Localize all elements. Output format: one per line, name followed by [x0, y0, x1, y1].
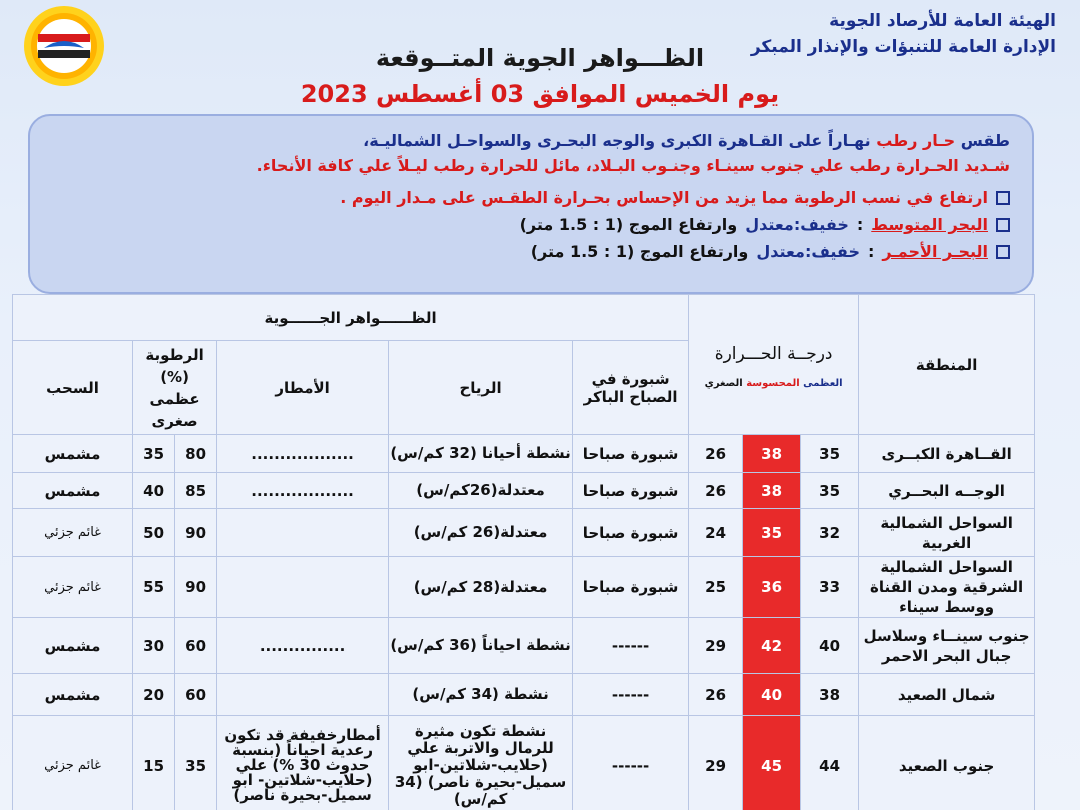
temp-max-label: العظمى	[803, 378, 843, 389]
fog-header: شبورة في الصباح الباكر	[573, 341, 689, 435]
cloud-cell: غائم جزئي	[13, 557, 133, 618]
weather-summary	[28, 114, 1034, 294]
sea1-height: وارتفاع الموج (1 : 1.5 متر)	[519, 215, 738, 234]
table-row	[13, 618, 1035, 674]
region-cell: السواحل الشمالية الشرقية ومدن القناة ووسط سيناء	[859, 557, 1035, 618]
cloud-cell: مشمس	[13, 618, 133, 674]
cloud-cell: مشمس	[13, 674, 133, 716]
forecast-date: يوم الخميس الموافق 03 أغسطس 2023	[300, 80, 780, 108]
rain-cell: أمطارخفيفة قد تكون رعدية احياناً (بنسبة حدوث 30 %) علي (حلايب-شلاتين- ابو سميل-بحيرة ناصر)	[217, 716, 389, 810]
temp-min-cell: 29	[689, 618, 743, 674]
temp-feel-cell: 36	[743, 557, 801, 618]
fog-cell: شبورة صباحا	[573, 435, 689, 473]
humidity-max-cell: 35	[175, 716, 217, 810]
temp-feel-cell: 42	[743, 618, 801, 674]
sea2-wave: خفيف:معتدل	[756, 242, 860, 261]
checkbox-icon	[996, 191, 1010, 205]
cloud-cell: مشمس	[13, 473, 133, 509]
humidity-bullet	[52, 184, 1010, 211]
region-cell: جنوب سينــاء وسلاسل جبال البحر الاحمر	[859, 618, 1035, 674]
temp-feel-cell: 38	[743, 473, 801, 509]
temp-min-cell: 24	[689, 509, 743, 557]
region-cell: الوجــه البحــري	[859, 473, 1035, 509]
summary-line1-c: نهـاراً على القـاهرة الكبرى والوجه البحـرى والسواحـل الشماليـة،	[363, 131, 871, 150]
sea1-wave: خفيف:معتدل	[745, 215, 849, 234]
rain-cell: ..................	[217, 473, 389, 509]
humidity-max-cell: 90	[175, 557, 217, 618]
temp-feel-cell: 38	[743, 435, 801, 473]
wind-cell: نشطة تكون مثيرة للرمال والاتربة علي (حلايب-شلاتين-ابو سميل-بحيرة ناصر) (34 كم/س)	[389, 716, 573, 810]
cloud-cell: غائم جزئي	[13, 509, 133, 557]
humidity-min-cell: 20	[133, 674, 175, 716]
temperature-title: درجــة الحـــرارة	[714, 344, 833, 364]
wind-cell: معتدلة(26كم/س)	[389, 473, 573, 509]
humidity-min-cell: 15	[133, 716, 175, 810]
cloud-cell: غائم جزئي	[13, 716, 133, 810]
forecast-rows	[13, 435, 1035, 810]
red-sea-bullet: البحـر الأحمـر : خفيف:معتدل وارتفاع الموج (1 : 1.5 متر)	[52, 238, 1010, 265]
temp-min-label: الصغري	[704, 378, 743, 389]
temp-feel-cell: 40	[743, 674, 801, 716]
wind-cell: معتدلة(28 كم/س)	[389, 557, 573, 618]
fog-cell: ------	[573, 618, 689, 674]
cloud-header: السحب	[13, 341, 133, 435]
humidity-min-cell: 30	[133, 618, 175, 674]
rain-cell: ...............	[217, 618, 389, 674]
temp-feel-cell: 45	[743, 716, 801, 810]
fog-cell: شبورة صباحا	[573, 473, 689, 509]
region-cell: جنوب الصعيد	[859, 716, 1035, 810]
humidity-max-cell: 90	[175, 509, 217, 557]
table-row	[13, 716, 1035, 810]
sea2-name: البحـر الأحمـر	[882, 242, 988, 261]
sea1-name: البحر المتوسط	[871, 215, 988, 234]
fog-cell: شبورة صباحا	[573, 509, 689, 557]
summary-line1-b: حـار رطب	[876, 131, 956, 150]
table-row	[13, 435, 1035, 473]
temp-min-cell: 26	[689, 674, 743, 716]
table-row	[13, 473, 1035, 509]
rain-cell: ..................	[217, 435, 389, 473]
temp-max-cell: 35	[801, 435, 859, 473]
table-row	[13, 509, 1035, 557]
humidity-min-cell: 50	[133, 509, 175, 557]
summary-line1-a: طقس	[960, 131, 1010, 150]
temp-feel-label: المحسوسة	[746, 378, 800, 389]
region-cell: السواحل الشمالية الغربية	[859, 509, 1035, 557]
temp-max-cell: 38	[801, 674, 859, 716]
region-cell: القــاهرة الكبــرى	[859, 435, 1035, 473]
temperature-subheaders	[689, 378, 858, 389]
org-line-2: الإدارة العامة للتنبؤات والإنذار المبكر	[750, 37, 1056, 57]
humidity-note: ارتفاع في نسب الرطوبة مما يزيد من الإحساس بحـرارة الطقـس على مـدار اليوم .	[340, 188, 988, 207]
temp-max-cell: 40	[801, 618, 859, 674]
temp-min-cell: 29	[689, 716, 743, 810]
rain-cell	[217, 509, 389, 557]
humidity-max-cell: 80	[175, 435, 217, 473]
humidity-min-cell: 35	[133, 435, 175, 473]
forecast-table	[12, 294, 1035, 810]
humidity-max-cell: 60	[175, 618, 217, 674]
temp-max-cell: 44	[801, 716, 859, 810]
rain-cell	[217, 674, 389, 716]
wind-cell: نشطة أحيانا (32 كم/س)	[389, 435, 573, 473]
region-cell: شمال الصعيد	[859, 674, 1035, 716]
checkbox-icon	[996, 245, 1010, 259]
region-header: المنطقة	[859, 295, 1035, 435]
wind-cell: معتدلة(26 كم/س)	[389, 509, 573, 557]
ema-logo	[14, 4, 114, 88]
wind-cell: نشطة احياناً (36 كم/س)	[389, 618, 573, 674]
humidity-header: الرطوبة (%) عظمى صغرى	[133, 341, 217, 435]
fog-cell: ------	[573, 716, 689, 810]
summary-line-1	[52, 128, 1010, 153]
temp-min-cell: 26	[689, 473, 743, 509]
rain-header: الأمطار	[217, 341, 389, 435]
humidity-max-cell: 85	[175, 473, 217, 509]
temp-min-cell: 25	[689, 557, 743, 618]
rain-cell	[217, 557, 389, 618]
cloud-cell: مشمس	[13, 435, 133, 473]
page-title: الظـــواهر الجوية المتــوقعة	[375, 44, 705, 72]
summary-line-2: شـديد الحـرارة رطب علي جنوب سينـاء وجنـوب البـلاد، مائل للحرارة رطب ليـلاً علي كافة الأنحاء.	[256, 156, 1010, 175]
temp-min-cell: 26	[689, 435, 743, 473]
temperature-header	[689, 295, 859, 435]
temp-max-cell: 33	[801, 557, 859, 618]
humidity-min-cell: 40	[133, 473, 175, 509]
mediterranean-sea-bullet: البحر المتوسط : خفيف:معتدل وارتفاع الموج (1 : 1.5 متر)	[52, 211, 1010, 238]
temp-max-cell: 35	[801, 473, 859, 509]
temp-feel-cell: 35	[743, 509, 801, 557]
fog-cell: شبورة صباحا	[573, 557, 689, 618]
temp-max-cell: 32	[801, 509, 859, 557]
sea2-height: وارتفاع الموج (1 : 1.5 متر)	[530, 242, 749, 261]
wind-cell: نشطة (34 كم/س)	[389, 674, 573, 716]
fog-cell: ------	[573, 674, 689, 716]
table-row	[13, 557, 1035, 618]
table-row	[13, 674, 1035, 716]
phenomena-header: الظــــــواهر الجــــــوية	[13, 295, 689, 341]
humidity-max-cell: 60	[175, 674, 217, 716]
checkbox-icon	[996, 218, 1010, 232]
org-line-1: الهيئة العامة للأرصاد الجوية	[829, 11, 1056, 31]
humidity-min-cell: 55	[133, 557, 175, 618]
wind-header: الرياح	[389, 341, 573, 435]
